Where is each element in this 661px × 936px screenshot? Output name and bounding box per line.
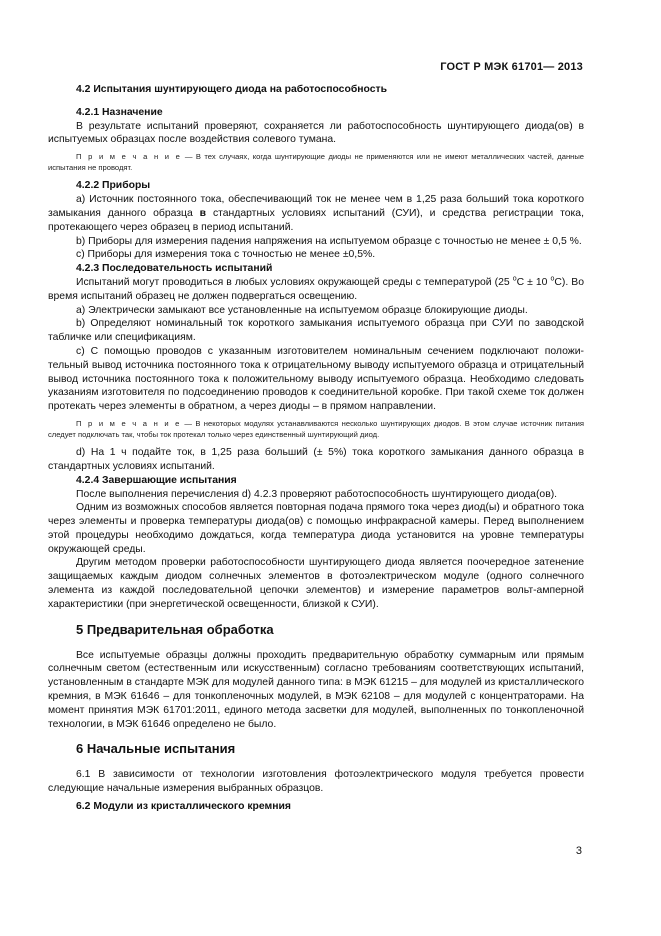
section-4-2-2-item-c: с) Приборы для измерения тока с точностью не менее ±0,5%.	[76, 249, 376, 261]
section-4-2-4-title: 4.2.4 Завершающие испытания	[76, 474, 237, 486]
note-2-label: П р и м е ч а н и е	[76, 418, 182, 428]
section-6-title: 6 Начальные испытания	[76, 741, 236, 757]
section-4-2-2-item-b: b) Приборы для измерения падения напряжения на испытуемом образце с точностью не менее ± 0,5 %.	[76, 235, 582, 247]
section-6-1-text: 6.1 В зависимости от технологии изготовления фотоэлектрического модуля требуется провести следующие начальные измерения выбранных образцов.	[48, 769, 584, 795]
section-4-2-4-para-2: Одним из возможных способов является повторная подача прямого тока через диод(ы) и обратного тока через элементы и проверка температуры диода(ов) с помощью инфракрасной камеры. Перед выполнением этой процедуры необходимо дождаться, когда температура диода установится на уровне температуры окружающей среды.	[48, 502, 584, 555]
page-content	[48, 83, 584, 814]
degree-sign-2: o	[550, 275, 555, 283]
note-1-label: П р и м е ч а н и е	[76, 152, 182, 162]
section-4-2-3-intro	[48, 276, 584, 304]
intro-pre: Испытаний могут проводиться в любых условиях окружающей среды с температурой (25	[76, 276, 513, 288]
section-4-2-3-item-a: а) Электрически замыкают все установленные на испытуемом образце блокирующие диоды.	[76, 304, 528, 316]
item-a-pre: а) Источник постоянного тока, обеспечивающий ток не менее чем в 1,25 раза больший тока короткого замыкания данного образца	[48, 194, 584, 219]
section-4-2-1-text: В результате испытаний проверяют, сохраняется ли работоспособность шунтирующего диода(ов) в испытуемых образцах после воздействия солевого тумана.	[48, 120, 584, 146]
section-4-2-title: 4.2 Испытания шунтирующего диода на работоспособность	[76, 84, 387, 95]
section-4-2-3-title: 4.2.3 Последовательность испытаний	[76, 263, 273, 275]
note-2	[48, 419, 584, 440]
note-1	[48, 152, 584, 173]
section-4-2-3-item-d: d) На 1 ч подайте ток, в 1,25 раза больший (± 5%) тока короткого замыкания данного образца в стандартных условиях испытаний.	[48, 447, 584, 472]
section-5-title: 5 Предварительная обработка	[76, 621, 274, 637]
section-4-2-1-title: 4.2.1 Назначение	[76, 106, 163, 118]
note-2-text: — В некоторых модулях устанавливаются несколько шунтирующих диодов. В этом случае источник питания следует подключать так, чтобы ток протекал только через единственный шунтирующий диод.	[48, 418, 585, 439]
section-4-2-4-para-3: Другим методом проверки работоспособности шунтирующего диода является поочередное затенение защищаемых каждым диодом солнечных элементов в фотоэлектрическом модуле (одного солнечного элемента из каждой последовательной цепочки элементов) и измерение параметров вольт-амперной характеристики (при энергетической освещенности, близкой к СУИ).	[48, 557, 584, 610]
section-5-text: Все испытуемые образцы должны проходить предварительную обработку суммарным или прямым солнечным светом (естественным или искусственным) согласно требованиям соответствующих испытаний, установленным в стандарте МЭК для модулей данного типа: в МЭК 61215 – для модулей из кристаллического кремния, в МЭК 61646 – для тонкопленочных модулей, в МЭК 62108 – для модулей с концентраторами. На момент принятия МЭК 61701:2011, единого метода засветки для модулей, выполненных по тонкопленочной технологии, в МЭК 61646 определено не было.	[48, 649, 584, 730]
section-4-2-3-item-b: b) Определяют номинальный ток короткого замыкания испытуемого образца при СУИ по заводской табличке или спецификациям.	[48, 318, 584, 344]
standard-header: ГОСТ Р МЭК 61701— 2013	[440, 61, 583, 73]
note-1-text: — В тех случаях, когда шунтирующие диоды не применяются или не имеют металлических частей, данные испытания не проводят.	[48, 152, 585, 172]
item-a-post: стандартных условиях испытаний (СУИ), и средства регистрации тока, протекающего через образец в период испытаний.	[48, 207, 584, 233]
section-4-2-2-title: 4.2.2 Приборы	[76, 180, 151, 192]
degree-sign-1: o	[512, 275, 517, 283]
section-4-2-4-para-1: После выполнения перечисления d) 4.2.3 проверяют работоспособность шунтирующего диода(ов).	[76, 488, 558, 500]
intro-post: C). Во время испытаний образец не должен подвергаться освещению.	[48, 276, 584, 302]
section-6-2-title: 6.2 Модули из кристаллического кремния	[76, 801, 291, 813]
item-a-bold: в	[192, 207, 213, 219]
intro-mid: C ± 10	[516, 276, 551, 288]
page-number: 3	[575, 845, 582, 857]
section-4-2-2-item-a	[48, 193, 584, 234]
section-4-2-3-item-c: с) С помощью проводов с указанным изготовителем номинальным сечением подключают положительный вывод источника постоянного тока к отрицательному выводу испытуемого образца и отрицательный вывод источника постоянного тока к положительному выводу испытуемого образца. Необходимо следовать указаниям изготовителя по подсоединению проводов к соединительной коробке. При такой схеме ток должен протекать через элементы в обратном, а через диоды – в прямом направлении.	[48, 345, 584, 413]
